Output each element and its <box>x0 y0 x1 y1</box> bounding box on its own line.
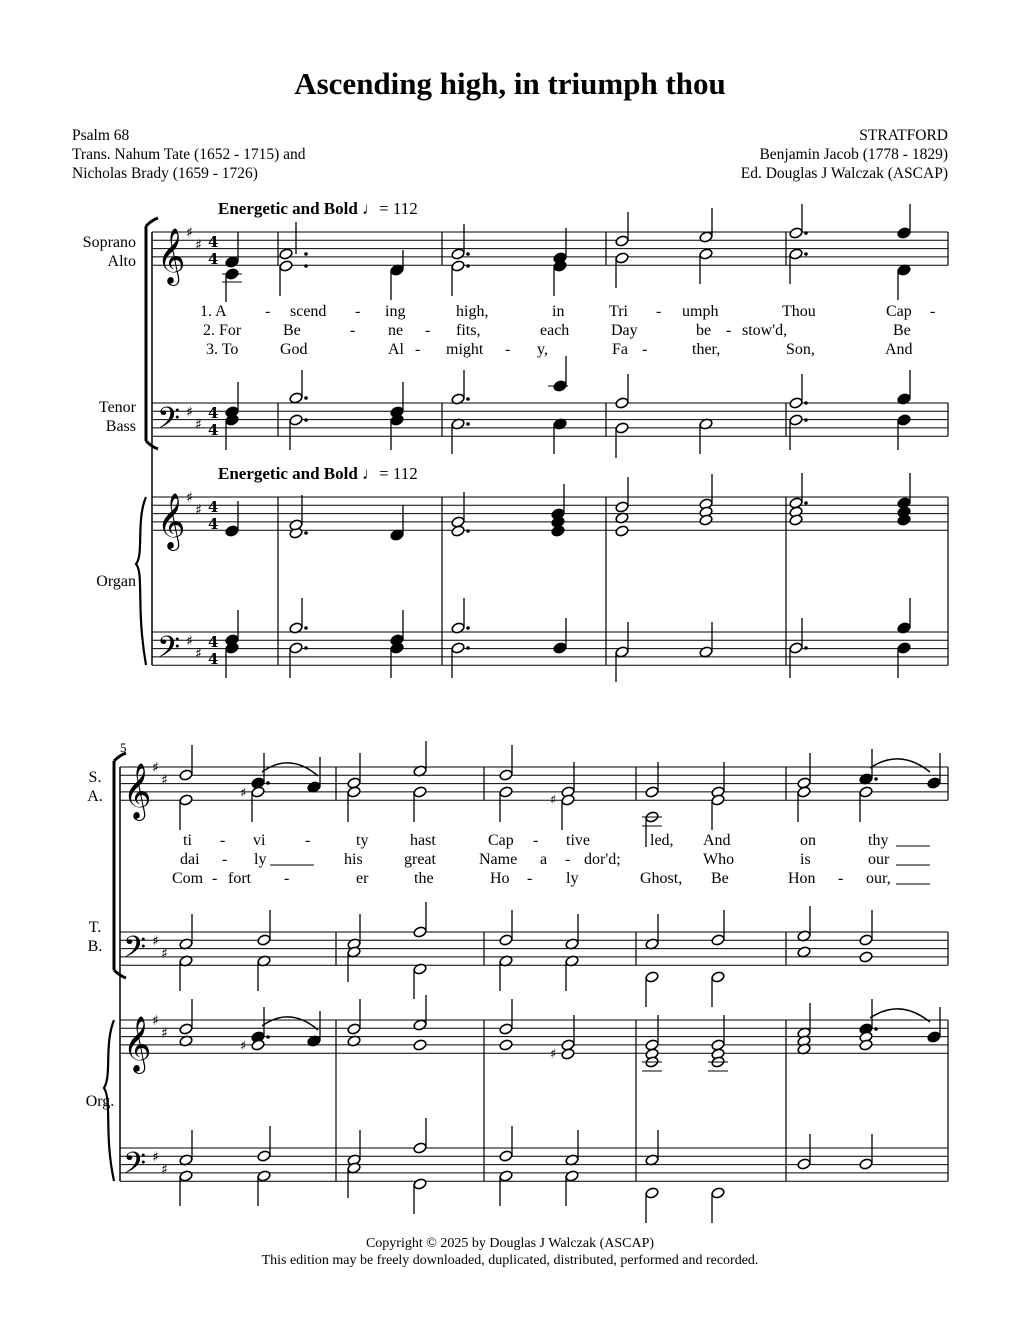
label-organ-short: Org. <box>85 1093 115 1110</box>
lyric: y, <box>537 341 548 358</box>
note-head <box>179 769 193 781</box>
note-head <box>615 252 629 264</box>
note-head <box>413 1178 427 1190</box>
note-head <box>499 1150 513 1162</box>
note-head <box>615 397 629 409</box>
lyric: 2. For <box>203 322 242 339</box>
lyric: fits, <box>456 322 481 339</box>
lyric: Al <box>388 341 404 358</box>
time-signature: 4 <box>208 498 219 516</box>
lyric: - <box>527 870 533 887</box>
lyric: tive <box>566 832 590 849</box>
note-head <box>257 1170 271 1182</box>
lyric: hast <box>410 832 436 849</box>
note-head <box>615 646 629 658</box>
augmentation-dot <box>804 401 808 405</box>
lyric: led, <box>650 832 674 849</box>
note-head <box>499 1023 513 1035</box>
note-head <box>645 1187 659 1199</box>
note-head <box>451 260 465 272</box>
sharp-icon: ♯ <box>195 237 202 254</box>
note-head <box>645 971 659 983</box>
augmentation-dot <box>804 646 808 650</box>
note-head <box>789 397 803 409</box>
lyric: stow'd, <box>742 322 788 339</box>
augmentation-dot <box>804 501 808 505</box>
augmentation-dot <box>304 396 308 400</box>
augmentation-dot <box>304 264 308 268</box>
lyric: high, <box>456 303 489 320</box>
lyric: Be <box>711 870 729 887</box>
note-head <box>561 1048 575 1060</box>
note-head <box>179 1023 193 1035</box>
label-bass: Bass <box>105 418 136 435</box>
note-head <box>279 248 293 260</box>
note-head <box>179 794 193 806</box>
time-signature: 4 <box>208 633 219 651</box>
augmentation-dot <box>304 252 308 256</box>
lyric: ti <box>183 832 192 849</box>
sharp-icon: ♯ <box>152 760 159 776</box>
note-head <box>615 235 629 247</box>
augmentation-dot <box>466 626 470 630</box>
bass-clef-icon: 𝄢 <box>123 1147 147 1188</box>
time-signature: 4 <box>208 233 219 251</box>
lyric: dor'd; <box>584 851 621 868</box>
note-head <box>413 786 427 798</box>
augmentation-dot <box>874 1027 878 1031</box>
note-head <box>645 786 659 798</box>
sharp-icon: ♯ <box>186 404 193 421</box>
note-head <box>859 951 873 963</box>
note-head <box>179 1170 193 1182</box>
lyric: - <box>533 832 539 849</box>
quarter-note-icon: ♩ <box>362 199 380 218</box>
note-head <box>257 1150 271 1162</box>
augmentation-dot <box>804 418 808 422</box>
measure-number: 5 <box>120 740 127 755</box>
lyric: scend <box>290 303 327 320</box>
note-head <box>699 248 713 260</box>
sharp-icon: ♯ <box>161 1025 168 1042</box>
lyric: - <box>930 303 936 320</box>
lyric: dai <box>180 851 200 868</box>
lyric: Be <box>283 322 301 339</box>
label-tenor: Tenor <box>98 399 136 416</box>
note-head <box>413 1019 427 1031</box>
note-head <box>797 946 811 958</box>
sharp-icon: ♯ <box>550 1047 557 1062</box>
lyric: - <box>425 322 431 339</box>
lyric: Tri <box>609 303 628 320</box>
composer: Benjamin Jacob (1778 - 1829) <box>759 146 948 163</box>
note-head <box>789 642 803 654</box>
augmentation-dot <box>304 646 308 650</box>
note-head <box>225 525 239 537</box>
augmentation-dot <box>466 264 470 268</box>
augmentation-dot <box>304 418 308 422</box>
lyric: great <box>404 851 436 868</box>
lyric: 3. To <box>206 341 239 358</box>
note-head <box>499 786 513 798</box>
note-head <box>859 786 873 798</box>
lyric: Ghost, <box>640 870 683 887</box>
note-head <box>615 501 629 513</box>
note-head <box>699 646 713 658</box>
note-head <box>413 926 427 938</box>
tie-slur <box>262 763 318 776</box>
note-head <box>711 1187 725 1199</box>
label-tb-short <box>80 918 110 956</box>
sharp-icon: ♯ <box>550 793 557 808</box>
augmentation-dot <box>466 397 470 401</box>
note-head <box>307 781 321 793</box>
lyric: - <box>726 322 732 339</box>
label-bass-short: B. <box>87 938 103 955</box>
augmentation-dot <box>804 252 808 256</box>
lyric: Be <box>893 322 911 339</box>
lyric: the <box>414 870 434 887</box>
augmentation-dot <box>874 777 878 781</box>
lyric: Hon <box>788 870 816 887</box>
label-soprano-alto <box>40 233 136 271</box>
augmentation-dot <box>304 626 308 630</box>
sharp-icon: ♯ <box>161 1161 168 1178</box>
lyric: a <box>540 851 548 868</box>
label-soprano: Soprano <box>82 234 136 251</box>
lyric: thy <box>868 832 889 849</box>
license-line: This edition may be freely downloaded, duplicated, distributed, performed and recorded. <box>261 1253 759 1268</box>
lyric: - <box>565 851 571 868</box>
lyric: - <box>222 851 228 868</box>
note-head <box>413 963 427 975</box>
note-head <box>289 414 303 426</box>
lyric: - <box>355 303 361 320</box>
lyric: God <box>280 341 308 358</box>
sharp-icon: ♯ <box>186 490 193 506</box>
psalm-source: Psalm 68 <box>72 127 130 144</box>
sharp-icon: ♯ <box>152 1149 159 1166</box>
note-head <box>789 248 803 260</box>
lyric: Com <box>172 870 204 887</box>
note-head <box>699 231 713 243</box>
lyric: - <box>505 341 511 358</box>
tempo-marking-choir <box>218 199 418 219</box>
lyric: ly <box>566 870 579 887</box>
time-signature: 4 <box>208 250 219 268</box>
note-head <box>615 422 629 434</box>
note-head <box>289 392 303 404</box>
lyric: in <box>552 303 565 320</box>
lyric: vi <box>253 832 266 849</box>
tempo-text: Energetic and Bold <box>218 199 358 218</box>
time-signature: 4 <box>208 650 219 668</box>
treble-clef-icon: 𝄞 <box>157 493 186 549</box>
augmentation-dot <box>304 531 308 535</box>
note-head <box>553 642 567 654</box>
lyric: - <box>838 870 844 887</box>
lyric: our <box>868 851 890 868</box>
copyright-line: Copyright © 2025 by Douglas J Walczak (ASCAP) <box>365 1236 655 1251</box>
lyric: Day <box>611 322 638 339</box>
tempo-text: Energetic and Bold <box>218 464 358 483</box>
lyric: Name <box>479 851 518 868</box>
note-head <box>789 414 803 426</box>
note-head <box>451 642 465 654</box>
time-signature: 4 <box>208 515 219 533</box>
metronome-value: = 112 <box>379 464 418 483</box>
tempo-marking-organ <box>218 464 418 484</box>
translator-line-1: Trans. Nahum Tate (1652 - 1715) and <box>72 146 306 163</box>
lyric: Cap <box>886 303 912 320</box>
sharp-icon: ♯ <box>240 1039 247 1054</box>
lyric: ther, <box>692 341 721 358</box>
lyric: - <box>265 303 271 320</box>
lyric: ne <box>388 322 404 339</box>
lyric: - <box>656 303 662 320</box>
label-tenor-bass <box>40 398 136 436</box>
lyric: ly <box>254 851 267 868</box>
lyric: - <box>305 832 311 849</box>
note-head <box>451 248 465 260</box>
note-head <box>499 769 513 781</box>
lyric: umph <box>682 303 719 320</box>
lyric: - <box>284 870 290 887</box>
lyric: And <box>885 341 913 358</box>
copyright-footer <box>0 1235 1020 1269</box>
label-alto-short: A. <box>87 788 103 805</box>
bass-clef-icon: 𝄢 <box>157 631 181 672</box>
time-signature: 4 <box>208 404 219 422</box>
note-head <box>927 1031 941 1043</box>
sharp-icon: ♯ <box>195 502 202 519</box>
quarter-note-icon: ♩ <box>362 464 380 483</box>
lyric: ing <box>385 303 406 320</box>
lyric: Fa <box>612 341 628 358</box>
sharp-icon: ♯ <box>186 633 193 650</box>
metronome-value: = 112 <box>379 199 418 218</box>
lyric: Son, <box>786 341 815 358</box>
note-head <box>789 227 803 239</box>
lyric: his <box>344 851 363 868</box>
note-head <box>225 256 239 268</box>
note-head <box>347 786 361 798</box>
note-head <box>711 934 725 946</box>
note-head <box>413 1039 427 1051</box>
augmentation-dot <box>466 529 470 533</box>
note-head <box>797 1158 811 1170</box>
label-organ: Organ <box>96 573 136 590</box>
note-head <box>615 525 629 537</box>
treble-clef-icon: 𝄞 <box>123 1016 152 1072</box>
note-head <box>897 642 911 654</box>
sharp-icon: ♯ <box>161 772 168 789</box>
augmentation-dot <box>804 231 808 235</box>
lyric: 1. A <box>200 303 227 320</box>
lyric: Thou <box>782 303 816 320</box>
lyric: might <box>446 341 484 358</box>
lyric: Cap <box>488 832 514 849</box>
lyric: - <box>212 870 218 887</box>
note-head <box>711 971 725 983</box>
augmentation-dot <box>466 252 470 256</box>
note-head <box>797 786 811 798</box>
sharp-icon: ♯ <box>161 945 168 962</box>
lyric: Who <box>703 851 735 868</box>
treble-clef-icon: 𝄞 <box>157 228 186 284</box>
note-head <box>251 786 265 798</box>
note-head <box>499 1039 513 1051</box>
note-head <box>859 934 873 946</box>
label-alto: Alto <box>107 253 136 270</box>
lyric: Ho <box>490 870 510 887</box>
lyric: - <box>350 322 356 339</box>
label-soprano-short: S. <box>88 769 102 786</box>
lyric: each <box>540 322 570 339</box>
augmentation-dot <box>266 781 270 785</box>
label-tenor-short: T. <box>88 919 102 936</box>
augmentation-dot <box>266 1035 270 1039</box>
editor: Ed. Douglas J Walczak (ASCAP) <box>740 165 948 182</box>
lyric: - <box>220 832 226 849</box>
lyric: be <box>696 322 712 339</box>
translator-line-2: Nicholas Brady (1659 - 1726) <box>72 165 258 182</box>
sharp-icon: ♯ <box>152 1013 159 1029</box>
lyric: ty <box>356 832 369 849</box>
note-head <box>565 1170 579 1182</box>
lyric: our, <box>866 870 891 887</box>
lyric: is <box>800 851 811 868</box>
lyric: - <box>642 341 648 358</box>
note-head <box>859 1158 873 1170</box>
treble-clef-icon: 𝄞 <box>123 763 152 819</box>
page-title: Ascending high, in triumph thou <box>294 66 726 101</box>
lyric: er <box>356 870 369 887</box>
note-head <box>897 414 911 426</box>
tune-name: STRATFORD <box>859 127 948 144</box>
augmentation-dot <box>466 422 470 426</box>
note-head <box>289 642 303 654</box>
lyric: - <box>415 341 421 358</box>
note-head <box>347 1023 361 1035</box>
note-head <box>499 934 513 946</box>
lyric: on <box>800 832 816 849</box>
augmentation-dot <box>466 646 470 650</box>
tie-slur <box>870 759 930 772</box>
sharp-icon: ♯ <box>195 416 202 433</box>
lyric: And <box>703 832 731 849</box>
label-sa-short <box>80 768 110 806</box>
organ-brace <box>136 497 146 665</box>
sharp-icon: ♯ <box>152 933 159 950</box>
note-head <box>257 934 271 946</box>
note-head <box>279 260 293 272</box>
note-head <box>897 227 911 239</box>
sharp-icon: ♯ <box>186 225 193 241</box>
bass-clef-icon: 𝄢 <box>123 931 147 972</box>
note-head <box>413 1142 427 1154</box>
note-head <box>499 1170 513 1182</box>
time-signature: 4 <box>208 421 219 439</box>
sharp-icon: ♯ <box>195 645 202 662</box>
bass-clef-icon: 𝄢 <box>157 402 181 443</box>
sharp-icon: ♯ <box>240 786 247 801</box>
lyric: fort <box>228 870 252 887</box>
note-head <box>927 777 941 789</box>
note-head <box>451 516 465 528</box>
